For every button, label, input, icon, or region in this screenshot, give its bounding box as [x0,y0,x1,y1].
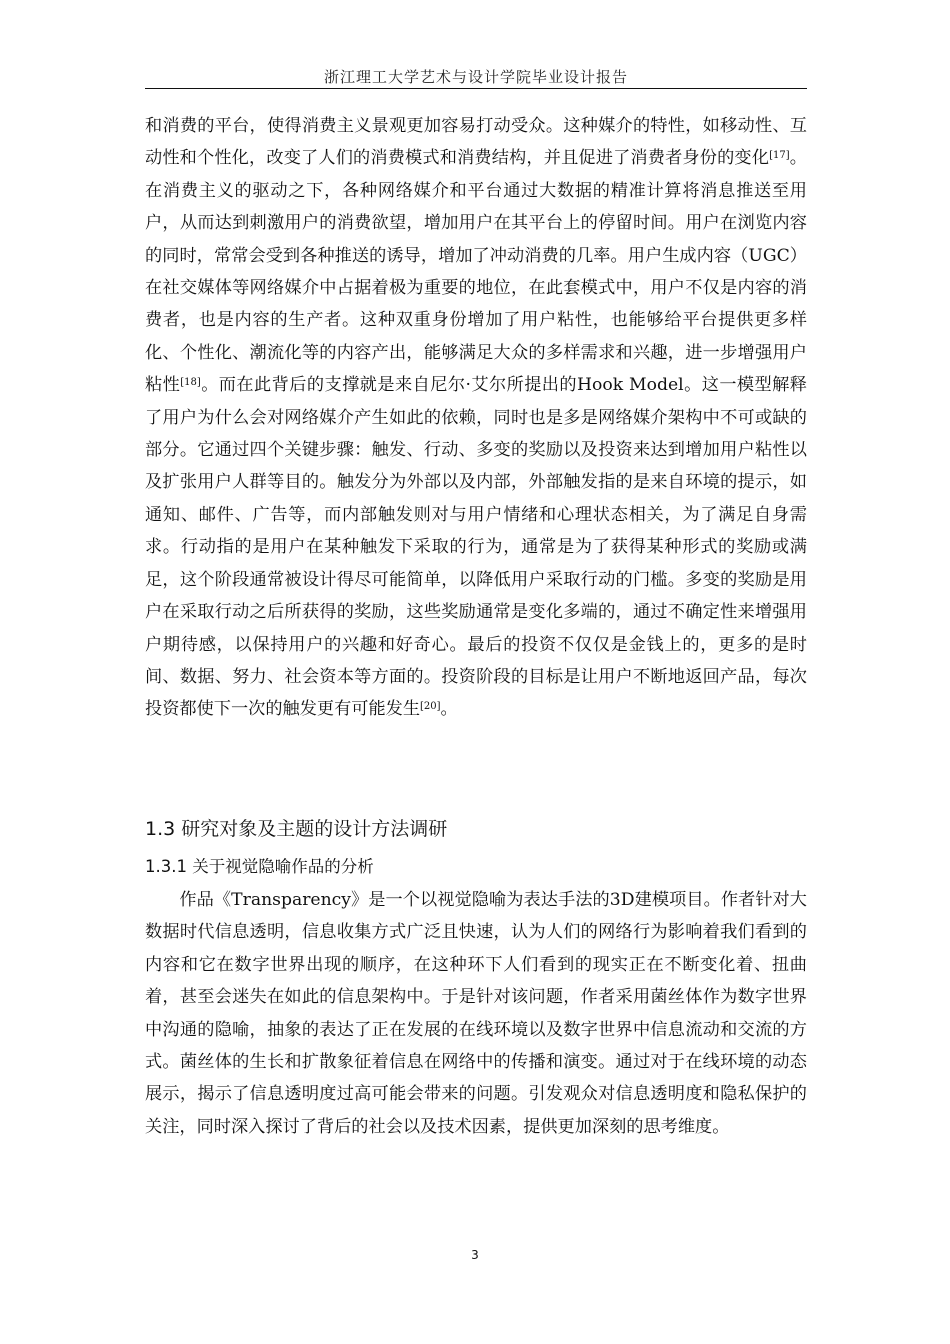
running-header: 浙江理工大学艺术与设计学院毕业设计报告 [323,68,628,86]
paragraph-text: 。而在此背后的支撑就是来自尼尔·艾尔所提出的Hook Model。这一模型解释了用户为什么会对网络媒介产生如此的依赖，同时也是多是网络媒介架构中不可或缺的部分。它通过四个关键步骤：触发、行动、多变的奖励以及投资来达到增加用户粘性以及扩张用户人群等目的。触发分为外部以及内部，外部触发指的是来自环境的提示，如通知、邮件、广告等，而内部触发则对与用户情绪和心理状态相关，为了满足自身需求。行动指的是用户在某种触发下采取的行为，通常是为了获得某种形式的奖励或满足，这个阶段通常被设计得尽可能简单，以降低用户采取行动的门槛。多变的奖励是用户在采取行动之后所获得的奖励，这些奖励通常是变化多端的，通过不确定性来增强用户期待感，以保持用户的兴趣和好奇心。最后的投资不仅仅是金钱上的，更多的是时间、数据、努力、社会资本等方面的。投资阶段的目标是让用户不断地返回产品，每次投资都使下一次的触发更有可能发生 [145,375,807,720]
subsection-heading: 1.3.1 关于视觉隐喻作品的分析 [145,857,374,876]
citation-17: [17] [769,150,790,162]
page-number: 3 [471,1248,479,1262]
citation-20: [20] [420,701,441,713]
paragraph-text: 和消费的平台，使得消费主义景观更加容易打动受众。这种媒介的特性，如移动性、互动性和个性化，改变了人们的消费模式和消费结构，并且促进了消费者身份的变化 [145,116,807,169]
section-heading: 1.3 研究对象及主题的设计方法调研 [145,818,448,840]
header-rule [145,88,807,89]
body-paragraph-transparency: 作品《Transparency》是一个以视觉隐喻为表达手法的3D建模项目。作者针对大数据时代信息透明，信息收集方式广泛且快速，认为人们的网络行为影响着我们看到的内容和它在数字世界出现的顺序，在这种环下人们看到的现实正在不断变化着、扭曲着，甚至会迷失在如此的信息架构中。于是针对该问题，作者采用菌丝体作为数字世界中沟通的隐喻，抽象的表达了正在发展的在线环境以及数字世界中信息流动和交流的方式。菌丝体的生长和扩散象征着信息在网络中的传播和演变。通过对于在线环境的动态展示，揭示了信息透明度过高可能会带来的问题。引发观众对信息透明度和隐私保护的关注，同时深入探讨了背后的社会以及技术因素，提供更加深刻的思考维度。 [145,890,807,1137]
citation-18: [18] [180,377,201,389]
paragraph-text: 。 [440,699,458,720]
body-paragraph-consumerism [145,110,807,726]
paragraph-text: 。在消费主义的驱动之下，各种网络媒介和平台通过大数据的精准计算将消息推送至用户，从而达到刺激用户的消费欲望，增加用户在其平台上的停留时间。用户在浏览内容的同时，常常会受到各种推送的诱导，增加了冲动消费的几率。用户生成内容（UGC）在社交媒体等网络媒介中占据着极为重要的地位，在此套模式中，用户不仅是内容的消费者，也是内容的生产者。这种双重身份增加了用户粘性，也能够给平台提供更多样化、个性化、潮流化等的内容产出，能够满足大众的多样需求和兴趣，进一步增强用户粘性 [145,148,807,396]
